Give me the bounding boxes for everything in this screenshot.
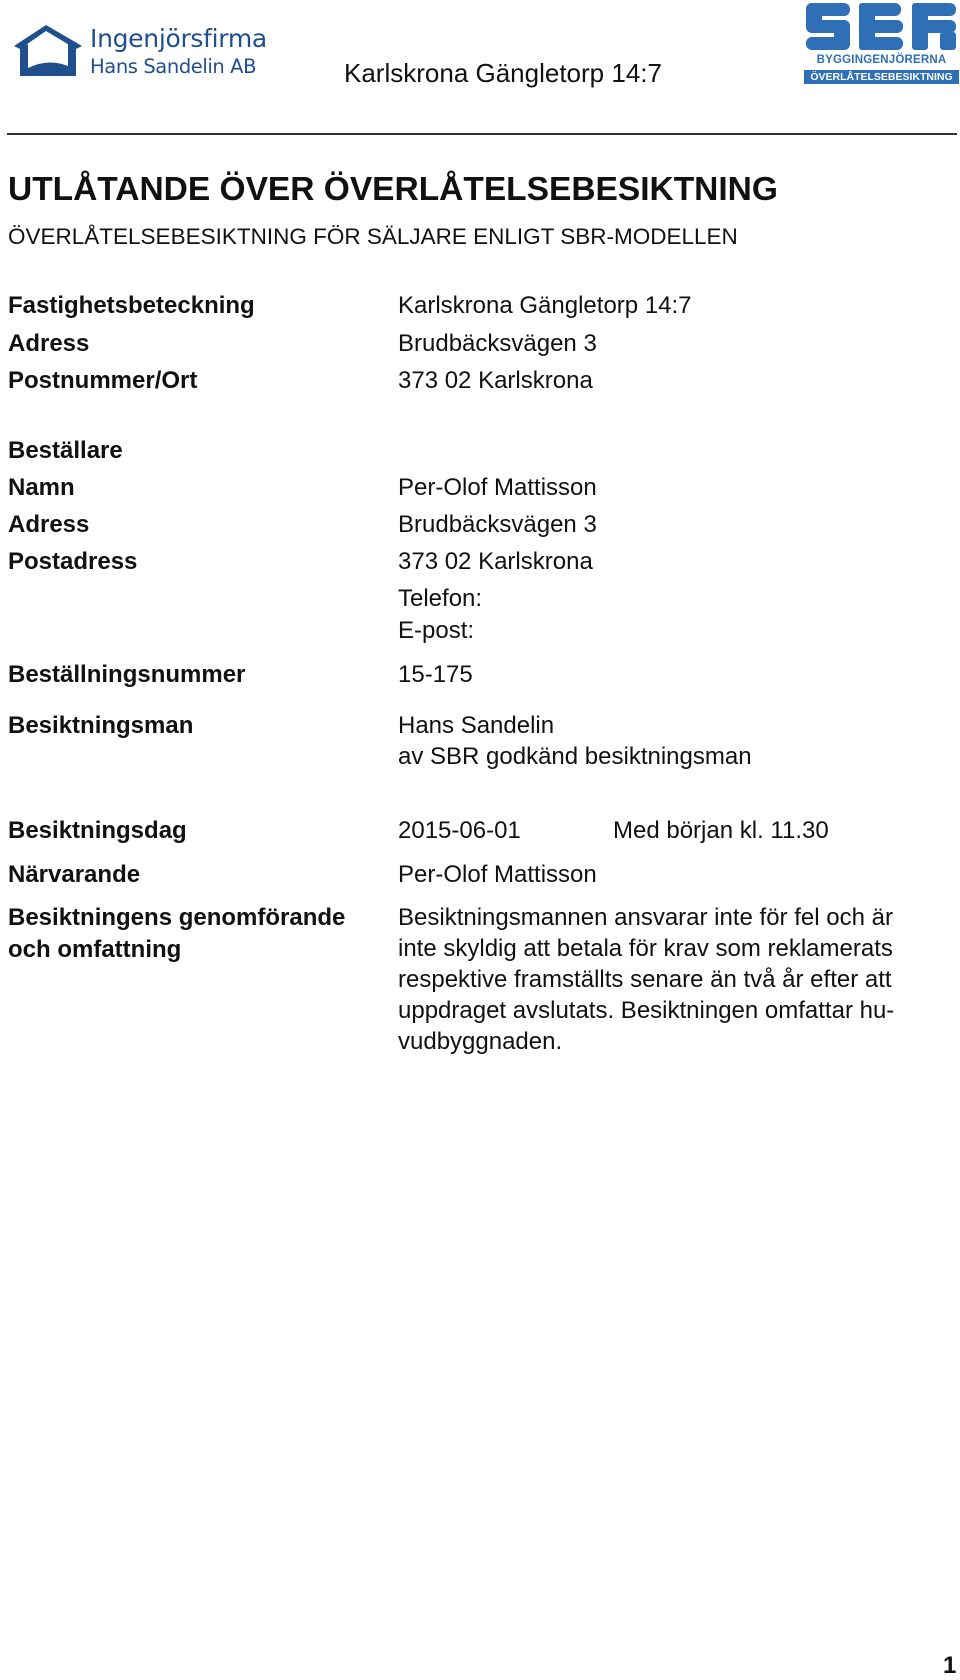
inspection-date-value: 2015-06-01 (398, 817, 521, 844)
inspector-label: Besiktningsman (8, 712, 194, 739)
property-address-value: Brudbäcksvägen 3 (398, 330, 597, 357)
scope-label-line1: Besiktningens genomförande (8, 904, 346, 931)
present-value: Per-Olof Mattisson (398, 861, 597, 888)
house-icon (10, 22, 86, 80)
scope-text: Besiktningsmannen ansvarar inte för fel och är inte skyldig att betala för krav som reklamerats respektive framställts senare än två år efter att uppdraget avslutats. Besiktningen omfattar hu-vudbyggnaden. (398, 904, 895, 1055)
sbr-logo (804, 2, 959, 84)
client-email-label: E-post: (398, 617, 475, 644)
client-postal-label: Postadress (8, 548, 138, 575)
scope-label-line2: och omfattning (8, 936, 182, 963)
client-address-label: Adress (8, 511, 90, 538)
sbr-logo-line1: BYGGINGENJÖRERNA (816, 54, 947, 66)
client-phone-label: Telefon: (398, 585, 483, 612)
company-logo (10, 22, 267, 88)
client-name-value: Per-Olof Mattisson (398, 474, 597, 501)
client-heading: Beställare (8, 437, 123, 464)
document-subtitle: ÖVERLÅTELSEBESIKTNING FÖR SÄLJARE ENLIGT SBR-MODELLEN (8, 224, 738, 249)
property-designation-value: Karlskrona Gängletorp 14:7 (398, 292, 692, 319)
scope-label (8, 902, 345, 966)
company-name-line1: Ingenjörsfirma (90, 24, 267, 53)
client-postal-value: 373 02 Karlskrona (398, 548, 593, 575)
page-number: 1 (943, 1652, 957, 1679)
inspector-name: Hans Sandelin (398, 712, 555, 739)
inspection-start-time: Med början kl. 11.30 (613, 817, 829, 844)
property-designation-label: Fastighetsbeteckning (8, 292, 255, 319)
sbr-logo-line2: ÖVERLÅTELSEBESIKTNING (804, 70, 959, 84)
order-number-value: 15-175 (398, 661, 473, 688)
present-label: Närvarande (8, 861, 141, 888)
header-property-title: Karlskrona Gängletorp 14:7 (344, 58, 662, 88)
property-postal-label: Postnummer/Ort (8, 367, 198, 394)
inspection-date-label: Besiktningsdag (8, 817, 187, 844)
header-divider (7, 133, 957, 135)
page-header (0, 0, 960, 136)
document-title: UTLÅTANDE ÖVER ÖVERLÅTELSEBESIKTNING (8, 171, 778, 208)
client-name-label: Namn (8, 474, 75, 501)
inspector-credential: av SBR godkänd besiktningsman (398, 743, 752, 770)
company-name-line2: Hans Sandelin AB (90, 55, 257, 78)
sbr-letters-icon (804, 2, 959, 52)
property-address-label: Adress (8, 330, 90, 357)
client-address-value: Brudbäcksvägen 3 (398, 511, 597, 538)
order-number-label: Beställningsnummer (8, 661, 246, 688)
property-postal-value: 373 02 Karlskrona (398, 367, 593, 394)
